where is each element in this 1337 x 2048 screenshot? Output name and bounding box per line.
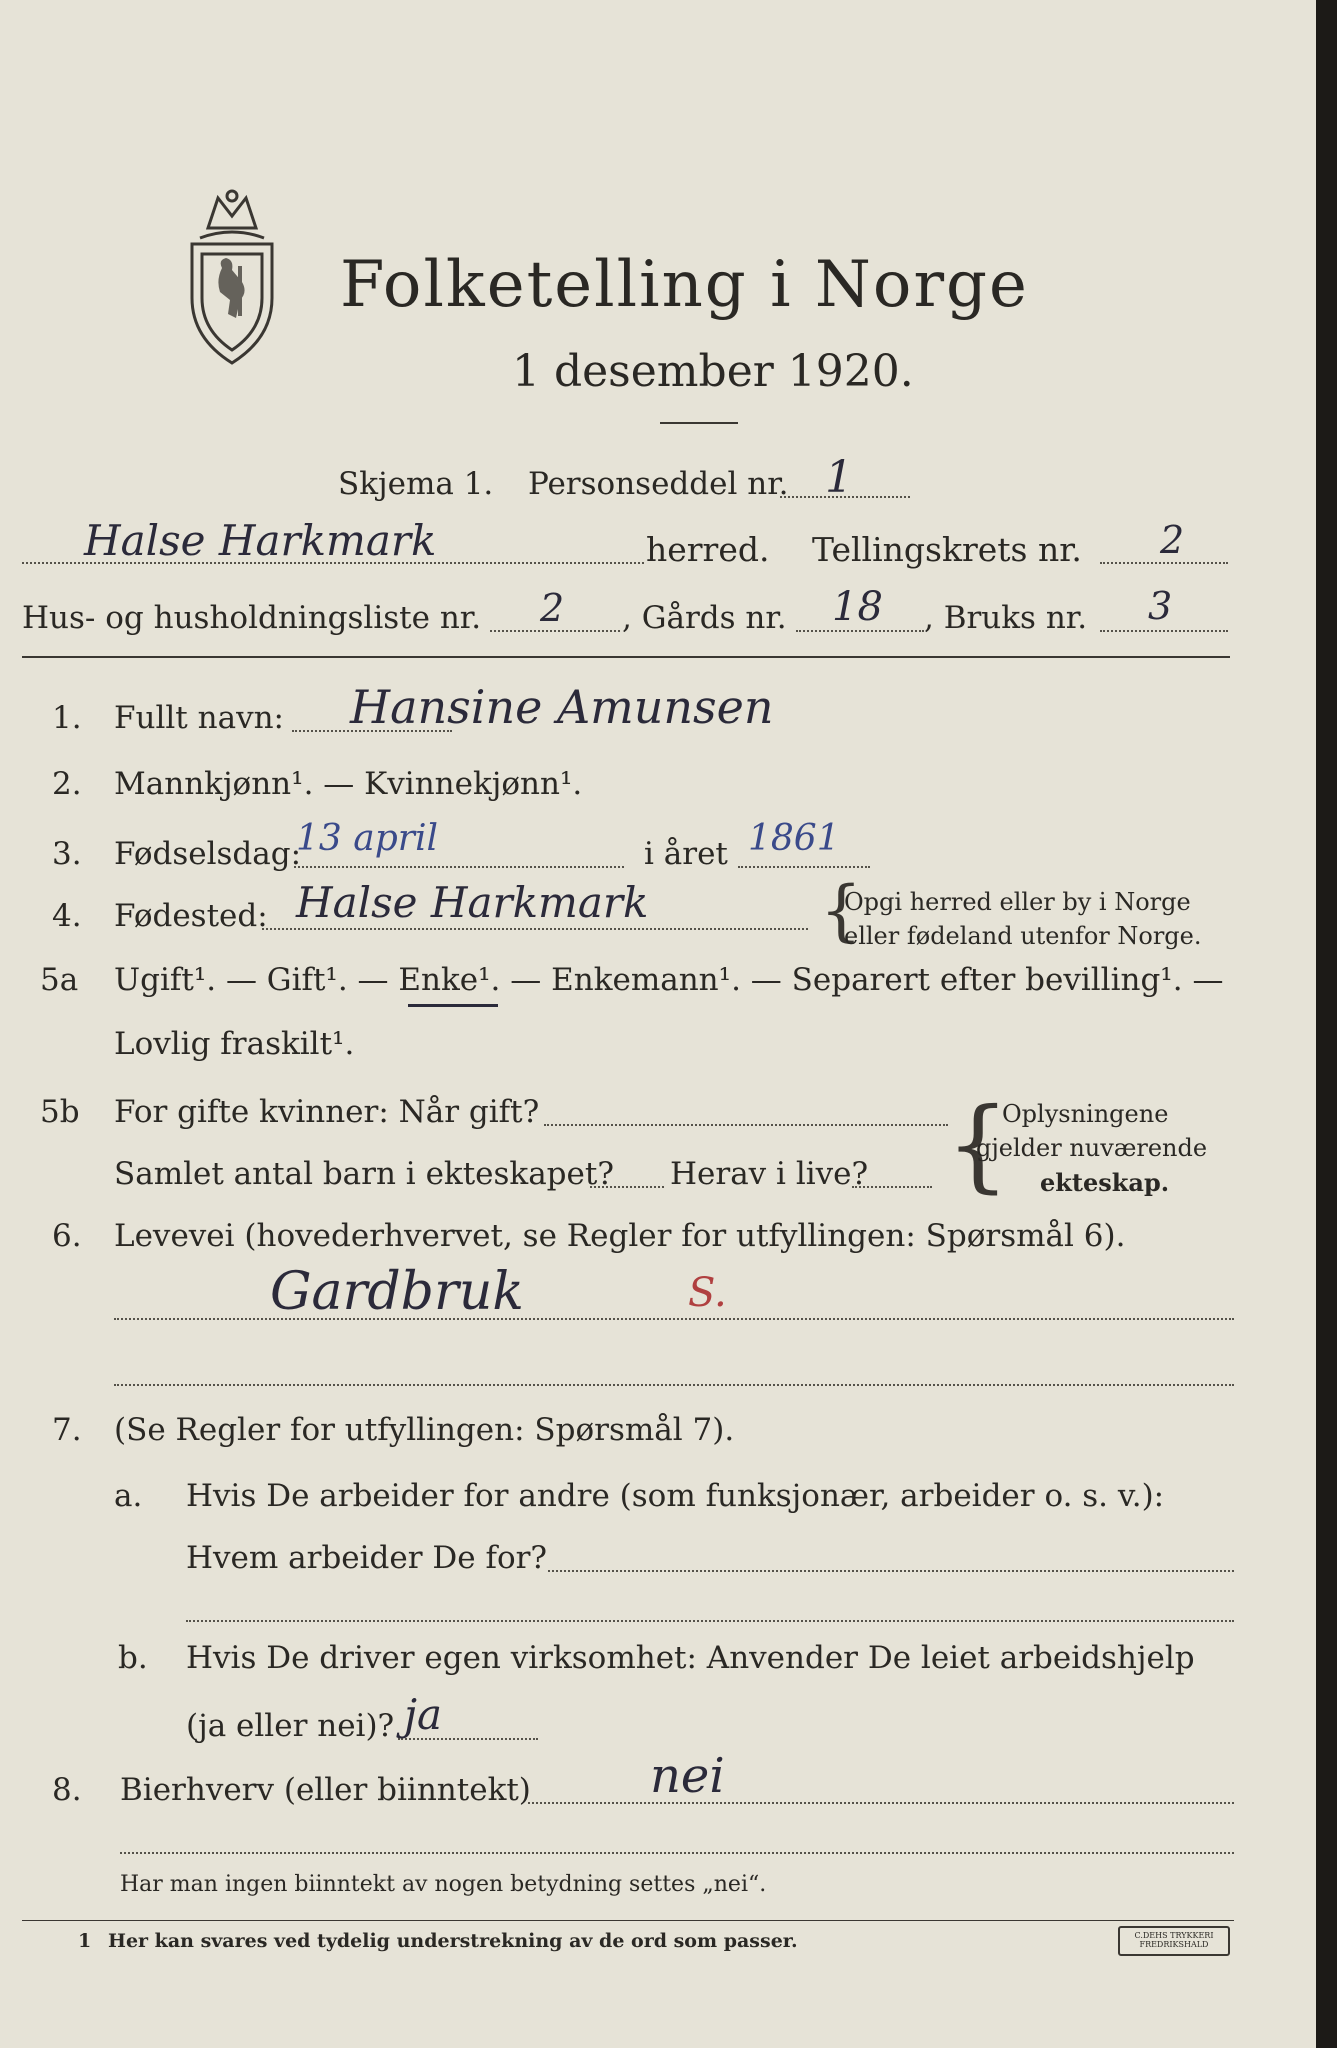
q8-line [528,1802,1234,1804]
q8-value: nei [650,1748,725,1804]
q7a-line-2: Hvem arbeider De for? [186,1540,548,1576]
gards-value: 18 [832,584,883,630]
herred-label: herred. [646,530,770,569]
q5a-number: 5a [40,962,79,998]
q3-value: 13 april [296,818,438,859]
q6-line-2 [114,1384,1234,1386]
q8-label: Bierhverv (eller biinntekt) [120,1772,531,1808]
q5b-note-1: Oplysningene [1002,1100,1169,1128]
gards-line [796,630,924,632]
q7a-line-1: Hvis De arbeider for andre (som funksjonær, arbeider o. s. v.): [186,1478,1165,1514]
footer-note: Har man ingen biinntekt av nogen betydning settes „nei“. [120,1872,767,1897]
header-divider [22,656,1230,658]
q8-number: 8. [52,1772,82,1808]
q1-value: Hansine Amunsen [350,680,774,734]
footnote: Her kan svares ved tydelig understrekning av de ord som passer. [108,1930,798,1952]
personseddel-label: Personseddel nr. [528,466,789,502]
q7-label: (Se Regler for utfyllingen: Spørsmål 7). [114,1412,735,1448]
q7a-line [548,1570,1234,1572]
q4-number: 4. [52,898,82,934]
hus-label: Hus- og husholdningsliste nr. [22,600,482,636]
bruks-label: , Bruks nr. [924,600,1088,636]
tellingskrets-value: 2 [1160,518,1185,562]
q6-label: Levevei (hovederhvervet, se Regler for utfyllingen: Spørsmål 6). [114,1218,1126,1254]
q3-line [294,866,624,868]
footnote-mark: 1 [78,1930,92,1952]
q5b-note-2: gjelder nuværende [976,1134,1208,1162]
q5b-brace: { [946,1086,1010,1203]
q5b-alive-line [852,1186,932,1188]
q7b-line-1: Hvis De driver egen virksomhet: Anvender De leiet arbeidshjelp [186,1640,1195,1676]
norway-coat-of-arms-icon [178,188,286,368]
q4-label: Fødested: [114,898,268,934]
enke-underline [408,1004,498,1007]
census-date: 1 desember 1920. [512,346,914,397]
schema-label: Skjema 1. [338,466,494,502]
q6-value: Gardbruk [270,1262,524,1322]
q2-number: 2. [52,766,82,802]
q4-line [262,928,808,930]
q5b-children-line [590,1186,664,1188]
q4-value: Halse Harkmark [296,878,649,927]
hus-line [490,630,620,632]
q5b-note-3: ekteskap. [1040,1168,1170,1197]
q4-brace: { [820,872,862,949]
q3-year-value: 1861 [748,818,840,859]
q7b-line-2: (ja eller nei)? [186,1708,395,1744]
q1-label: Fullt navn: [114,700,284,736]
title-divider [660,422,738,424]
page-title: Folketelling i Norge [340,248,1029,322]
bruks-value: 3 [1148,584,1173,628]
q5a-line-1: Ugift¹. — Gift¹. — Enke¹. — Enkemann¹. — Separert efter bevilling¹. — [114,962,1224,998]
q3-year-label: i året [644,836,728,872]
q7-number: 7. [52,1412,82,1448]
personseddel-value: 1 [825,452,853,503]
q4-note-2: eller fødeland utenfor Norge. [844,922,1202,950]
q1-number: 1. [52,700,82,736]
q4-note-1: Opgi herred eller by i Norge [844,888,1191,916]
q3-label: Fødselsdag: [114,836,302,872]
tellingskrets-line [1100,562,1228,564]
q5b-married-line [544,1124,948,1126]
q6-mark: S. [688,1270,727,1316]
gards-label: , Gårds nr. [622,600,787,636]
q3-year-line [738,866,870,868]
q3-number: 3. [52,836,82,872]
q5b-line-2: Samlet antal barn i ekteskapet? [114,1156,614,1192]
q2-label: Mannkjønn¹. — Kvinnekjønn¹. [114,766,583,802]
bruks-line [1100,630,1228,632]
q6-number: 6. [52,1218,82,1254]
q5a-line-2: Lovlig fraskilt¹. [114,1026,355,1062]
q7b-value: ja [404,1690,443,1739]
tellingskrets-label: Tellingskrets nr. [812,530,1082,569]
q7a-line-extra [186,1620,1234,1622]
printer-stamp-text: C.DEHS TRYKKERI FREDRIKSHALD [1134,1931,1214,1949]
q8-line-extra [120,1852,1234,1854]
footer-divider [22,1920,1234,1921]
printer-stamp [1118,1926,1230,1956]
q7b-letter: b. [118,1640,148,1676]
q5b-alive-label: Herav i live? [670,1156,869,1192]
hus-value: 2 [540,586,565,630]
herred-value: Halse Harkmark [84,516,437,565]
q5b-number: 5b [40,1094,80,1130]
q5b-line-1: For gifte kvinner: Når gift? [114,1094,540,1130]
q7a-letter: a. [114,1478,143,1514]
